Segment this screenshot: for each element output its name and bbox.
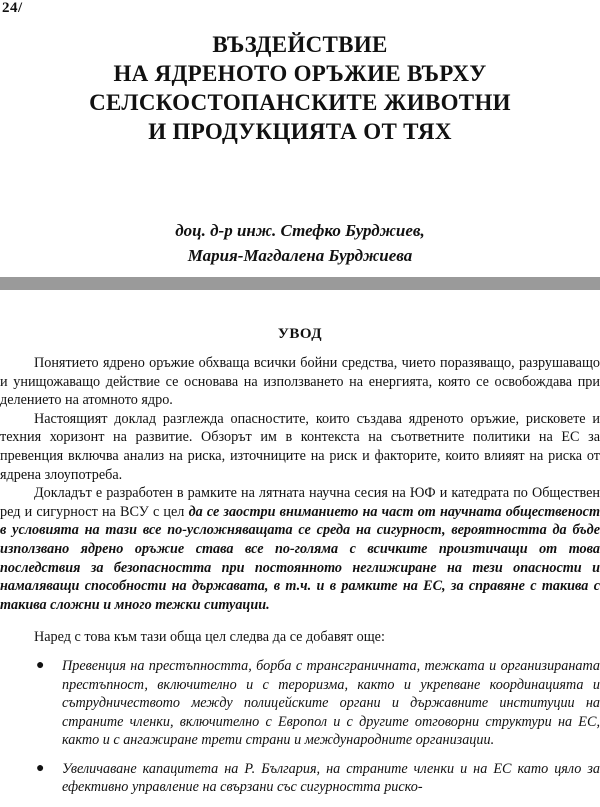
paragraph-text: Докладът е разработен в рамките на лятната научна сесия на ЮФ и катедрата по Обществен ред и сигурност на ВСУ с цел [0,485,600,520]
emphasized-text: да се заостри вниманието на част от научната общественост в условията на тази все по-усложняващата се среда на сигурност, вероятността да бъде използвано ядрено оръжие става все по-голяма с всичките произтичащи от това последствия за безопасността при постоянното неглижиране на тези опасности и намаляващи способности на държавата, в т.ч. и в рамките на ЕС, за справяне с такива с такива сложни и много тежки ситуации. [0,503,600,613]
bullet-list [0,657,600,797]
separator-bar [0,277,600,290]
list-item-text: Увеличаване капацитета на Р. България, на страните членки и на ЕС като цяло за ефективно управление на свързани със сигурността риско- [62,760,600,796]
article-title [0,30,600,146]
lead-in-text: Наред с това към тази обща цел следва да се добавят още: [34,629,385,646]
paragraph: Понятието ядрено оръжие обхваща всички бойни средства, чието поразяващо, разрушаващо и унищожаващо действие се основава на използването на енергията, която се освобождава при делението на атомното ядро. [0,355,600,409]
author-line: доц. д-р инж. Стефко Бурджиев, [175,221,425,240]
title-line: НА ЯДРЕНОТО ОРЪЖИЕ ВЪРХУ [113,61,487,86]
list-item [0,657,600,750]
title-line: И ПРОДУКЦИЯТА ОТ ТЯХ [148,119,452,144]
bullet-icon: ● [36,760,45,776]
page-number: 24/ [2,0,23,16]
paragraph: Настоящият доклад разглежда опасностите, които създава ядреното оръжие, рисковете и техния хоризонт на развитие. Обзорът им в контекста на съответните политики на ЕС за превенция включва анализ на риска, източниците на риск и факторите, които влияят на риска от ядрена злоупотреба. [0,410,600,483]
title-line: ВЪЗДЕЙСТВИЕ [212,32,388,57]
paragraph [0,484,600,614]
body-text [0,354,600,807]
list-item-text: Превенция на престъпността, борба с трансграничната, тежката и организираната престъпност, включително и с тероризма, както и укрепване координацията и сътрудничеството между полицейските органи и държавните институции на страните членки, включително с Европол и с другите отговорни структури на ЕС, както и с ангажиране трети страни и международните организации. [62,657,600,749]
author-line: Мария-Магдалена Бурджиева [187,246,413,265]
section-heading: УВОД [277,326,323,342]
author-block [0,218,600,268]
title-line: СЕЛСКОСТОПАНСКИТЕ ЖИВОТНИ [89,90,511,115]
bullet-icon: ● [36,657,45,673]
list-item [0,760,600,797]
